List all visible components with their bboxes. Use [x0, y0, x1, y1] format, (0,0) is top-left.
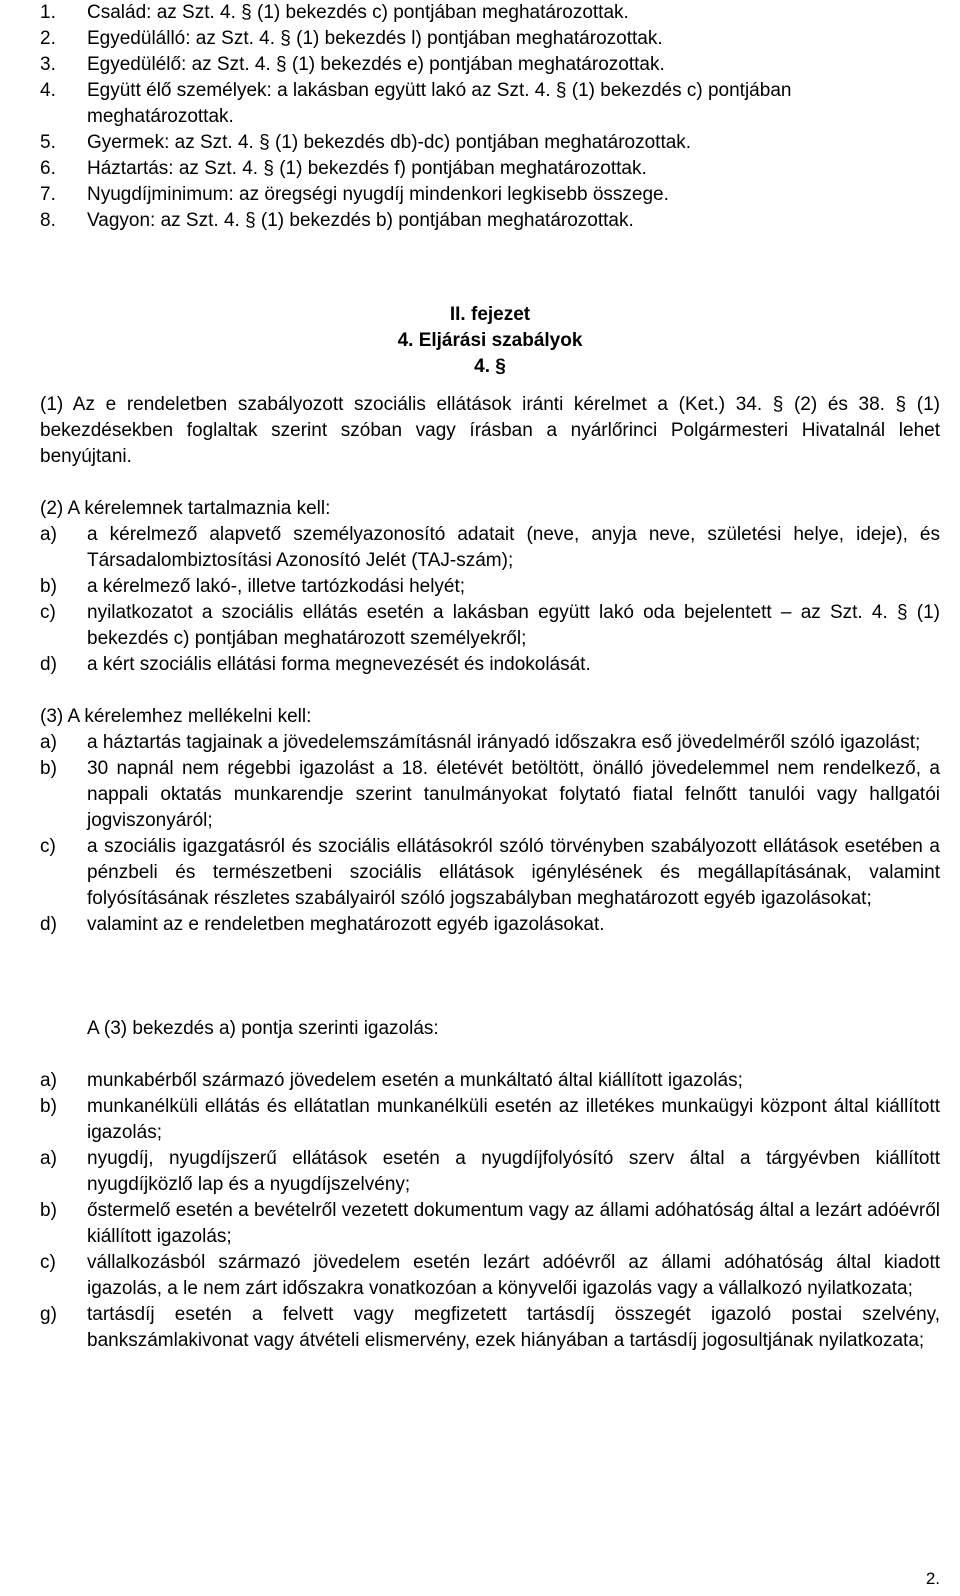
list-item: d) valamint az e rendeletben meghatározott egyéb igazolásokat.: [40, 914, 605, 935]
document-page: [40, 0, 940, 1354]
list-item: b) 30 napnál nem régebbi igazolást a 18. életévét betöltött, önálló jövedelemmel nem rendelkező, a nappali oktatás munkarendje szerint tanulmányokat folytató fiatal felnőtt tanulói vagy hallgatói jogviszonyáról;: [40, 758, 940, 831]
list-item: b) munkanélküli ellátás és ellátatlan munkanélküli esetén az illetékes munkaügyi központ által kiállított igazolás;: [40, 1096, 940, 1143]
list-item: g) tartásdíj esetén a felvett vagy megfizetett tartásdíj összegét igazoló postai szelvény, bankszámlakivonat vagy átvételi elismervény, ezek hiányában a tartásdíj jogosultjának nyilatkozata;: [40, 1304, 940, 1351]
list-item: a) a háztartás tagjainak a jövedelemszámításnál irányadó időszakra eső jövedelméről szóló igazolást;: [40, 732, 921, 753]
list-item: a) nyugdíj, nyugdíjszerű ellátások esetén a nyugdíjfolyósító szerv által a tárgyévben kiállított nyugdíjközlő lap és a nyugdíjszelvény;: [40, 1148, 940, 1195]
chapter-label: II. fejezet: [449, 304, 531, 325]
section-number: 4. §: [474, 356, 506, 377]
definition-item: 4. Együtt élő személyek: a lakásban együtt lakó az Szt. 4. § (1) bekezdés c) pontjában meghatározottak.: [40, 80, 792, 127]
paragraph-1: (1) Az e rendeletben szabályozott szociális ellátások iránti kérelmet a (Ket.) 34. § (2) és 38. § (1) bekezdésekben foglaltak szerint szóban vagy írásban a nyárlőrinci Polgármesteri Hivatalnál lehet benyújtani.: [40, 394, 940, 467]
list-item: c) nyilatkozatot a szociális ellátás esetén a lakásban együtt lakó oda bejelentett – az Szt. 4. § (1) bekezdés c) pontjában meghatározott személyekről;: [40, 602, 940, 649]
list-item: b) a kérelmező lakó-, illetve tartózkodási helyét;: [40, 576, 466, 597]
list-item: b) őstermelő esetén a bevételről vezetett dokumentum vagy az állami adóhatóság által a lezárt adóévről kiállított igazolás;: [40, 1200, 940, 1247]
paragraph-3-intro: (3) A kérelemhez mellékelni kell:: [40, 706, 312, 727]
paragraph-2-intro: (2) A kérelemnek tartalmaznia kell:: [40, 498, 331, 519]
definition-item: 6. Háztartás: az Szt. 4. § (1) bekezdés f) pontjában meghatározottak.: [40, 158, 647, 179]
list-item: a) a kérelmező alapvető személyazonosító adatait (neve, anyja neve, születési helye, ideje), és Társadalombiztosítási Azonosító Jelét (TAJ-szám);: [40, 524, 940, 571]
list-item: c) vállalkozásból származó jövedelem esetén lezárt adóévről az állami adóhatóság által kiadott igazolás, a le nem zárt időszakra vonatkozóan a könyvelői igazolás vagy a vállalkozó nyilatkozata;: [40, 1252, 940, 1299]
definition-item: 8. Vagyon: az Szt. 4. § (1) bekezdés b) pontjában meghatározottak.: [40, 210, 634, 231]
chapter-title: 4. Eljárási szabályok: [397, 330, 583, 351]
page-number: 2.: [925, 1569, 940, 1588]
definition-item: 2. Egyedülálló: az Szt. 4. § (1) bekezdés l) pontjában meghatározottak.: [40, 28, 663, 49]
list-item: c) a szociális igazgatásról és szociális ellátásokról szóló törvényben szabályozott ellátások esetében a pénzbeli és természetbeni szociális ellátások igénylésének és megállapításának, valamint folyósításának részletes szabályairól szóló jogszabályban meghatározott egyéb igazolásokat;: [40, 836, 940, 909]
definition-item: 7. Nyugdíjminimum: az öregségi nyugdíj mindenkori legkisebb összege.: [40, 184, 669, 205]
proof-intro: A (3) bekezdés a) pontja szerinti igazolás:: [87, 1018, 439, 1039]
definition-item: 3. Egyedülélő: az Szt. 4. § (1) bekezdés e) pontjában meghatározottak.: [40, 54, 665, 75]
list-item: d) a kért szociális ellátási forma megnevezését és indokolását.: [40, 654, 591, 675]
definition-item: 5. Gyermek: az Szt. 4. § (1) bekezdés db)-dc) pontjában meghatározottak.: [40, 132, 692, 153]
list-item: a) munkabérből származó jövedelem esetén a munkáltató által kiállított igazolás;: [40, 1070, 743, 1091]
definition-item: 1. Család: az Szt. 4. § (1) bekezdés c) pontjában meghatározottak.: [40, 2, 629, 23]
definitions-list: [40, 0, 940, 234]
